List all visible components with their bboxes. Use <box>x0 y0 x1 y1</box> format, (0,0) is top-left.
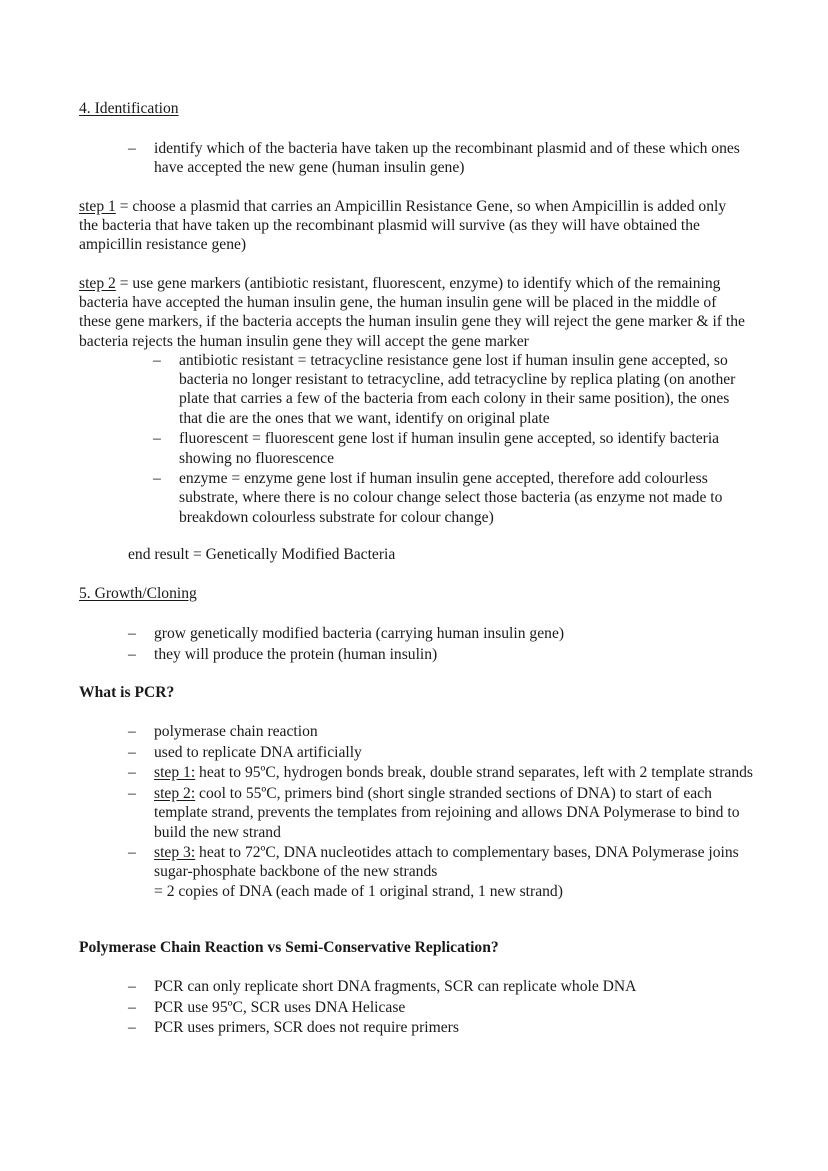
list-item <box>128 843 753 901</box>
dash-marker: – <box>128 645 136 663</box>
step2-text: = use gene markers (antibiotic resistant, fluorescent, enzyme) to identify which of the remaining bacteria have accepted the human insulin gene, the human insulin gene will be placed in the middle of these gene markers, if the bacteria accepts the human insulin gene they will reject the gene marker & if the bacteria rejects the human insulin gene they will accept the gene marker <box>79 275 745 350</box>
comparison-bullet-list <box>128 977 753 1039</box>
list-item <box>153 429 753 467</box>
list-item <box>128 977 753 996</box>
dash-marker: – <box>128 140 136 157</box>
gene-marker-list <box>153 351 753 528</box>
section-heading-growth: 5. Growth/Cloning <box>79 585 197 602</box>
list-item <box>128 998 753 1017</box>
dash-marker: – <box>128 785 136 803</box>
list-item-text: fluorescent = fluorescent gene lost if human insulin gene accepted, so identify bacteria showing no fluorescence <box>179 430 720 467</box>
list-item-text: used to replicate DNA artificially <box>154 743 362 761</box>
step2-label: step 2 <box>79 275 116 292</box>
list-item-text: PCR use 95ºC, SCR uses DNA Helicase <box>154 998 406 1016</box>
dash-marker: – <box>128 625 136 642</box>
pcr-step3-label: step 3: <box>154 844 196 862</box>
list-item <box>153 351 753 428</box>
section-heading-identification: 4. Identification <box>79 100 179 117</box>
list-item <box>128 139 753 177</box>
dash-marker: – <box>128 978 136 995</box>
pcr-step3-text: heat to 72ºC, DNA nucleotides attach to complementary bases, DNA Polymerase joins sugar-phosphate backbone of the new strands <box>154 844 739 881</box>
step1-text: = choose a plasmid that carries an Ampicillin Resistance Gene, so when Ampicillin is added only the bacteria that have taken up the recombinant plasmid will survive (as they will have obtained the ampicillin resistance gene) <box>79 198 727 254</box>
list-item-text: they will produce the protein (human insulin) <box>154 645 438 663</box>
dash-marker: – <box>128 743 136 761</box>
list-item <box>128 722 753 741</box>
pcr-step2-text: cool to 55ºC, primers bind (short single stranded sections of DNA) to start of each template strand, prevents the templates from rejoining and allows DNA Polymerase to bind to build the new strand <box>154 785 740 841</box>
list-item-text: identify which of the bacteria have taken up the recombinant plasmid and of these which ones have accepted the new gene (human insulin gene) <box>154 140 740 177</box>
step1-paragraph <box>79 197 749 255</box>
dash-marker: – <box>153 430 161 448</box>
section-heading-pcr: What is PCR? <box>79 684 175 701</box>
dash-marker: – <box>128 764 136 782</box>
step2-paragraph <box>79 274 749 351</box>
dash-marker: – <box>153 352 161 369</box>
list-item-text: polymerase chain reaction <box>154 723 318 740</box>
list-item <box>128 1018 753 1037</box>
identification-bullet-list <box>128 139 753 179</box>
dash-marker: – <box>153 470 161 488</box>
section-heading-comparison: Polymerase Chain Reaction vs Semi-Conservative Replication? <box>79 939 499 956</box>
step1-label: step 1 <box>79 198 116 215</box>
growth-bullet-list <box>128 624 753 665</box>
list-item-text: enzyme = enzyme gene lost if human insulin gene accepted, therefore add colourless substrate, where there is no colour change select those bacteria (as enzyme not made to breakdown colourless substrate for colour change) <box>179 470 723 526</box>
pcr-bullet-list <box>128 722 753 902</box>
list-item <box>128 743 753 762</box>
list-item <box>128 763 753 782</box>
dash-marker: – <box>128 1019 136 1037</box>
list-item <box>128 784 753 842</box>
end-result: end result = Genetically Modified Bacteria <box>128 546 396 563</box>
dash-marker: – <box>128 844 136 862</box>
dash-marker: – <box>128 998 136 1016</box>
list-item <box>128 624 753 643</box>
list-item-text: grow genetically modified bacteria (carrying human insulin gene) <box>154 625 565 642</box>
pcr-step1-text: heat to 95ºC, hydrogen bonds break, double strand separates, left with 2 template strands <box>195 764 753 782</box>
pcr-step3-result: = 2 copies of DNA (each made of 1 original strand, 1 new strand) <box>154 882 563 900</box>
pcr-step2-label: step 2: <box>154 785 196 803</box>
dash-marker: – <box>128 723 136 740</box>
list-item <box>128 645 753 664</box>
list-item-text: PCR can only replicate short DNA fragments, SCR can replicate whole DNA <box>154 978 637 995</box>
list-item <box>153 469 753 527</box>
list-item-text: PCR uses primers, SCR does not require primers <box>154 1019 459 1037</box>
list-item-text: antibiotic resistant = tetracycline resistance gene lost if human insulin gene accepted, so bacteria no longer resistant to tetracycline, add tetracycline by replica plating (on another plate that carries a few of the bacteria from each colony in their same position), the ones that die are the ones that we want, identify on original plate <box>179 352 736 427</box>
pcr-step1-label: step 1: <box>154 764 196 782</box>
